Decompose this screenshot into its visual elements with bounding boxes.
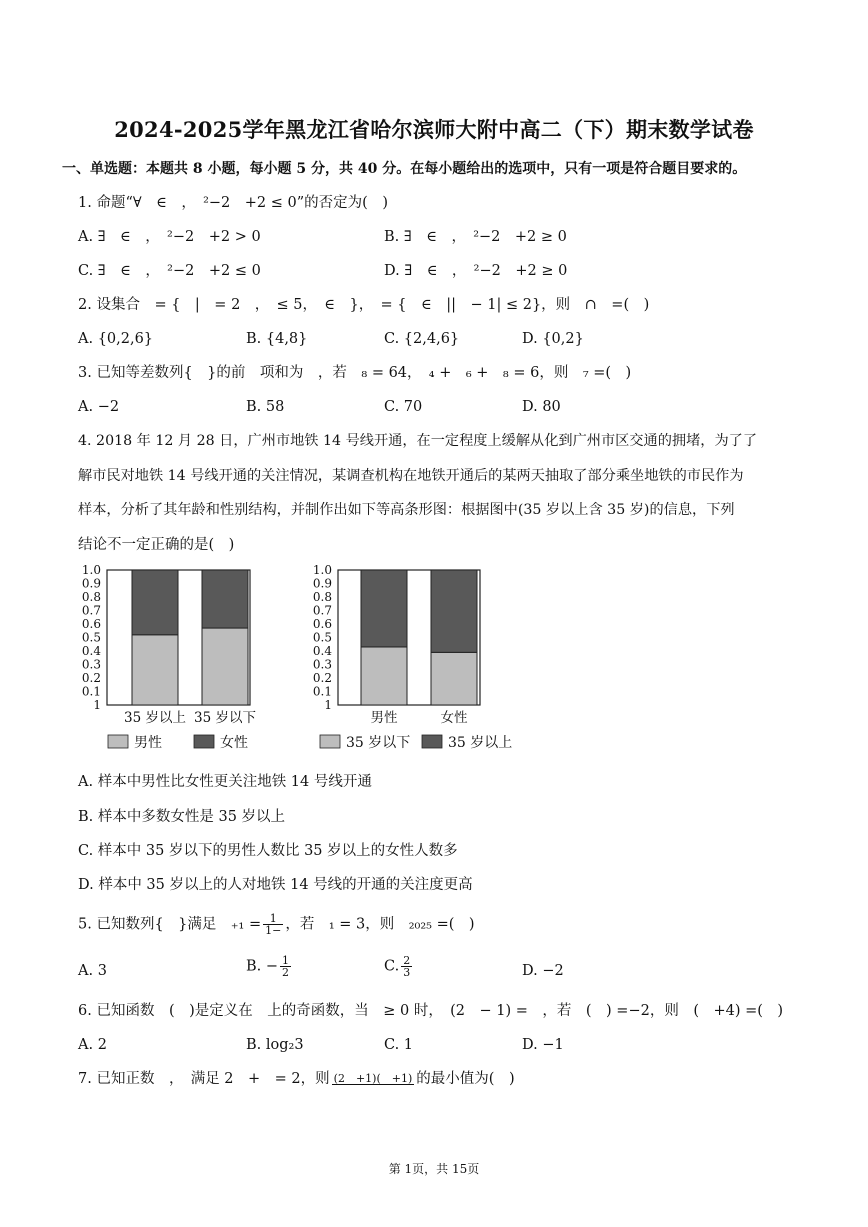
bar-segment	[202, 570, 248, 628]
y-tick-label: 0.8	[81, 590, 101, 604]
q6-option-d: D. −1	[522, 1037, 564, 1053]
q1-option-b: B. ∃ ∈ ， ²−2 +2 ≥ 0	[384, 229, 567, 245]
y-tick-label: 0.9	[312, 576, 332, 591]
q2-option-b: B. {4,8}	[246, 331, 308, 347]
q5-option-c-prefix: C.	[384, 958, 400, 975]
q5-stem-end: ，若 ₁ = 3，则 ₂₀₂₅ =( )	[285, 916, 475, 933]
q6-option-b: B. log₂3	[246, 1037, 304, 1053]
q3-option-d: D. 80	[522, 399, 561, 415]
q1-option-d: D. ∃ ∈ ， ²−2 +2 ≥ 0	[384, 263, 568, 279]
q3-option-a: A. −2	[78, 399, 120, 415]
y-tick-label: 0.6	[81, 617, 101, 631]
chart-age-by-gender	[70, 560, 300, 765]
q5-option-b-fraction	[280, 955, 291, 978]
y-tick-label: 0.8	[312, 590, 332, 604]
y-tick-label: 0.5	[81, 630, 101, 645]
bar-segment	[431, 570, 477, 652]
q5-fraction-numerator: 1	[263, 913, 283, 925]
q4-stem-line4: 结论不一定正确的是( )	[78, 537, 235, 553]
q5-option-b-numerator: 1	[282, 954, 290, 967]
bar-segment	[202, 628, 248, 705]
q7-stem-end: 的最小值为( )	[416, 1071, 515, 1087]
chart-gender-by-age	[300, 560, 540, 765]
q3-option-c: C. 70	[384, 399, 423, 415]
q4-stem-line1: 4. 2018 年 12 月 28 日，广州市地铁 14 号线开通，在一定程度上缓解从化到广州市区交通的拥堵，为了了	[78, 433, 758, 449]
legend-label: 女性	[220, 735, 248, 751]
q4-option-d: D. 样本中 35 岁以上的人对地铁 14 号线的开通的关注度更高	[78, 877, 473, 893]
q5-option-c-numerator: 2	[403, 954, 411, 967]
q5-option-b-denominator: 2	[282, 966, 290, 979]
q2-option-c: C. {2,4,6}	[384, 331, 460, 347]
x-category-label: 35 岁以上	[124, 710, 186, 726]
q4-option-a: A. 样本中男性比女性更关注地铁 14 号线开通	[78, 774, 372, 790]
bar-segment	[361, 647, 407, 705]
q7-stem	[78, 1070, 515, 1088]
y-tick-label: 0.1	[312, 684, 332, 699]
q4-option-b: B. 样本中多数女性是 35 岁以上	[78, 809, 286, 825]
q7-fraction-numerator: (2 +1)( +1)	[333, 1072, 413, 1085]
q5-option-a: A. 3	[78, 963, 107, 979]
bar-segment	[132, 570, 178, 635]
q5-option-c-denominator: 3	[403, 966, 411, 979]
legend-label: 35 岁以上	[448, 735, 513, 751]
y-tick-label: 0.1	[81, 684, 101, 699]
x-category-label: 男性	[370, 710, 398, 726]
q1-option-c: C. ∃ ∈ ， ²−2 +2 ≤ 0	[78, 263, 261, 279]
q6-stem: 6. 已知函数 ( )是定义在 上的奇函数，当 ≥ 0 时， (2 − 1) = ，若 ( ) =−2，则 ( +4) =( )	[78, 1003, 784, 1019]
y-tick-label: 0.4	[312, 644, 332, 658]
q3-stem: 3. 已知等差数列{ }的前 项和为 ，若 ₈ = 64， ₄ + ₆ + ₈ = 6，则 ₇ =( )	[78, 365, 632, 381]
q5-option-c	[384, 955, 414, 978]
y-tick-label: 1	[324, 698, 332, 712]
q1-stem: 1. 命题“∀ ∈ ， ²−2 +2 ≤ 0”的否定为( )	[78, 195, 388, 211]
page-title: 2024-2025学年黑龙江省哈尔滨师大附中高二（下）期末数学试卷	[114, 117, 754, 142]
q5-option-b-prefix: B. −	[246, 958, 279, 975]
q5-option-c-fraction	[401, 955, 412, 978]
page-footer: 第 1页，共 15页	[388, 1162, 480, 1176]
y-tick-label: 1.0	[312, 563, 332, 577]
y-tick-label: 0.6	[312, 617, 332, 631]
legend-swatch	[108, 735, 128, 748]
y-tick-label: 0.2	[312, 671, 332, 685]
y-tick-label: 0.3	[312, 657, 332, 672]
x-category-label: 35 岁以下	[194, 710, 256, 726]
q4-stem-line2: 解市民对地铁 14 号线开通的关注情况，某调查机构在地铁开通后的某两天抽取了部分乘坐地铁的市民作为	[78, 468, 744, 484]
q2-stem: 2. 设集合 = { | = 2 ， ≤ 5， ∈ }， = { ∈ || − 1| ≤ 2}，则 ∩ =( )	[78, 297, 650, 313]
y-tick-label: 0.7	[81, 603, 101, 618]
y-tick-label: 0.3	[81, 657, 101, 672]
y-tick-label: 0.2	[81, 671, 101, 685]
bar-segment	[361, 570, 407, 647]
q7-fraction	[332, 1073, 415, 1085]
q6-option-a: A. 2	[78, 1037, 107, 1053]
q2-option-a: A. {0,2,6}	[78, 331, 154, 347]
bar-segment	[431, 652, 477, 705]
legend-swatch	[422, 735, 442, 748]
bar-segment	[132, 635, 178, 705]
legend-swatch	[320, 735, 340, 748]
q5-fraction	[263, 913, 283, 936]
y-tick-label: 0.7	[312, 603, 332, 618]
q4-option-c: C. 样本中 35 岁以下的男性人数比 35 岁以上的女性人数多	[78, 843, 458, 859]
legend-swatch	[194, 735, 214, 748]
q2-option-d: D. {0,2}	[522, 331, 584, 347]
y-tick-label: 1.0	[81, 563, 101, 577]
section-heading: 一、单选题：本题共 8 小题，每小题 5 分，共 40 分。在每小题给出的选项中，只有一项是符合题目要求的。	[62, 161, 747, 177]
q4-stem-line3: 样本，分析了其年龄和性别结构，并制作出如下等高条形图：根据图中(35 岁以上含 35 岁)的信息，下列	[78, 502, 735, 518]
q5-option-b	[246, 955, 293, 978]
y-tick-label: 1	[93, 698, 101, 712]
y-tick-label: 0.5	[312, 630, 332, 645]
q7-stem-start: 7. 已知正数 ， 满足 2 + = 2，则	[78, 1071, 330, 1087]
q5-stem	[78, 913, 475, 936]
x-category-label: 女性	[440, 710, 468, 726]
q3-option-b: B. 58	[246, 399, 285, 415]
legend-label: 男性	[134, 735, 162, 751]
q5-fraction-denominator: 1−	[265, 924, 282, 937]
y-tick-label: 0.9	[81, 576, 101, 591]
q6-option-c: C. 1	[384, 1037, 414, 1053]
q1-option-a: A. ∃ ∈ ， ²−2 +2 > 0	[78, 229, 261, 245]
y-tick-label: 0.4	[81, 644, 101, 658]
q5-option-d: D. −2	[522, 963, 564, 979]
q5-stem-start: 5. 已知数列{ }满足 ₊₁ =	[78, 916, 262, 933]
legend-label: 35 岁以下	[346, 735, 411, 751]
